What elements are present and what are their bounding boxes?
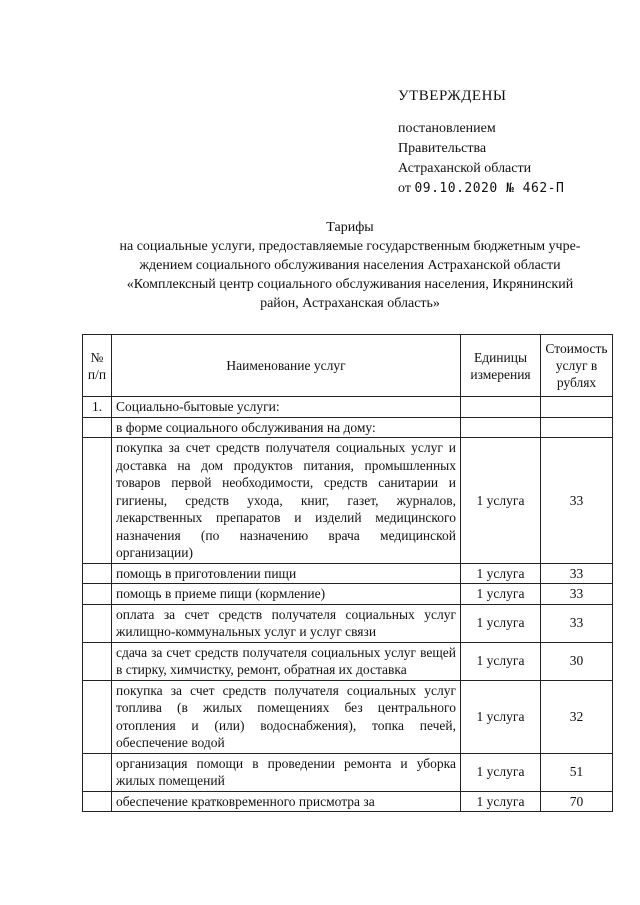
cell-cost: 33 (541, 438, 613, 564)
table-row (83, 680, 613, 753)
cell-name: Социально-бытовые услуги: (112, 397, 461, 418)
table-row (83, 791, 613, 812)
approval-date-line (398, 179, 618, 199)
tariffs-table (82, 334, 613, 812)
cell-cost: 33 (541, 563, 613, 584)
cell-num (83, 680, 112, 753)
table-row (83, 604, 613, 642)
cell-unit: 1 услуга (461, 438, 541, 564)
title-line: район, Астраханская область» (260, 296, 440, 311)
approval-date-value: 09.10.2020 № 462-П (414, 181, 565, 196)
table-row (83, 584, 613, 605)
cell-unit: 1 услуга (461, 604, 541, 642)
approval-line: постановлением (398, 121, 496, 136)
cell-name: покупка за счет средств получателя социальных услуг и доставка на дом продуктов питания, промышленных товаров первой необходимости, средств санитарии и гигиены, средств ухода, книг, газет, журналов, лекарственных препаратов и изделий медицинского назначения (по назначению врача медицинской организации) (112, 438, 461, 564)
cell-unit: 1 услуга (461, 642, 541, 680)
cell-name: обеспечение кратковременного присмотра за (112, 791, 461, 812)
cell-num (83, 604, 112, 642)
table-row (83, 753, 613, 791)
title-line: Тарифы (326, 220, 374, 235)
table-row (83, 397, 613, 418)
title-line: «Комплексный центр социального обслуживания населения, Икрянинский (126, 277, 574, 292)
cell-cost: 70 (541, 791, 613, 812)
title-line: на социальные услуги, предоставляемые государственным бюджетным учре- (119, 239, 581, 254)
header-num: № п/п (83, 335, 112, 397)
approval-line: Правительства (398, 141, 487, 156)
cell-cost: 33 (541, 604, 613, 642)
cell-unit: 1 услуга (461, 563, 541, 584)
cell-name: сдача за счет средств получателя социальных услуг вещей в стирку, химчистку, ремонт, обратная их доставка (112, 642, 461, 680)
cell-num (83, 438, 112, 564)
cell-cost: 33 (541, 584, 613, 605)
cell-cost: 32 (541, 680, 613, 753)
header-unit: Единицы измерения (461, 335, 541, 397)
approval-line: Астраханской области (398, 161, 532, 176)
document-title (90, 218, 610, 313)
cell-num (83, 642, 112, 680)
header-name: Наименование услуг (112, 335, 461, 397)
cell-num (83, 584, 112, 605)
cell-unit (461, 417, 541, 438)
cell-num (83, 417, 112, 438)
cell-cost (541, 397, 613, 418)
cell-unit: 1 услуга (461, 584, 541, 605)
table-row (83, 642, 613, 680)
approval-block (398, 86, 618, 199)
cell-name: помощь в приеме пищи (кормление) (112, 584, 461, 605)
cell-num (83, 753, 112, 791)
cell-unit: 1 услуга (461, 680, 541, 753)
table-header-row (83, 335, 613, 397)
table-row (83, 563, 613, 584)
cell-cost (541, 417, 613, 438)
table-row (83, 438, 613, 564)
approval-date-prefix: от (398, 181, 411, 196)
cell-name: организация помощи в проведении ремонта и уборка жилых помещений (112, 753, 461, 791)
table-row (83, 417, 613, 438)
title-line: ждением социального обслуживания населения Астраханской области (139, 258, 561, 273)
cell-cost: 51 (541, 753, 613, 791)
cell-num (83, 563, 112, 584)
cell-name: в форме социального обслуживания на дому: (112, 417, 461, 438)
cell-num: 1. (83, 397, 112, 418)
cell-unit (461, 397, 541, 418)
cell-num (83, 791, 112, 812)
cell-cost: 30 (541, 642, 613, 680)
cell-unit: 1 услуга (461, 791, 541, 812)
cell-name: покупка за счет средств получателя социальных услуг топлива (в жилых помещениях без центрального отопления и (или) водоснабжения), топка печей, обеспечение водой (112, 680, 461, 753)
cell-name: помощь в приготовлении пищи (112, 563, 461, 584)
header-cost: Стоимость услуг в рублях (541, 335, 613, 397)
cell-name: оплата за счет средств получателя социальных услуг жилищно-коммунальных услуг и услуг связи (112, 604, 461, 642)
approval-heading: УТВЕРЖДЕНЫ (398, 88, 507, 104)
cell-unit: 1 услуга (461, 753, 541, 791)
